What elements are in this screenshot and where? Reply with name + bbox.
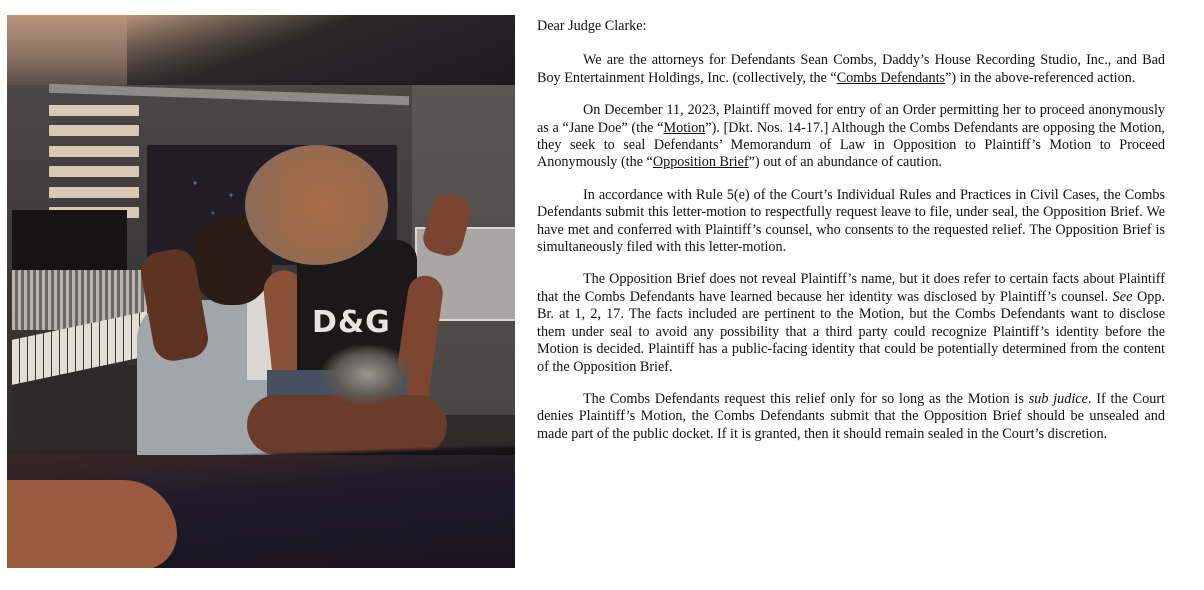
defined-term-motion: Motion [663, 119, 706, 136]
studio-photo [7, 15, 515, 568]
paragraph-5 [537, 391, 1165, 443]
paragraph-2-text: ”) out of an abundance of caution. [748, 154, 943, 171]
defined-term-combs-defendants: Combs Defendants [836, 69, 946, 86]
photo-speaker [12, 210, 127, 270]
paragraph-1-text: We are the attorneys for Defendants Sean Combs, Daddy’s House Recording Studio, Inc., and Bad Boy Entertainment Holdings, Inc. (collectively, the “ [537, 52, 1165, 86]
photo-shirt-text: D&G [312, 305, 391, 340]
paragraph-5-text: The Combs Defendants request this relief only for so long as the Motion is [583, 390, 1029, 407]
paragraph-3: In accordance with Rule 5(e) of the Court’s Individual Rules and Practices in Civil Cases, the Combs Defendants submit this letter-motion to respectfully request leave to file, under seal, the Opposition Brief. We have met and conferred with Plaintiff’s counsel, who consents to the requested relief. The Opposition Brief is simultaneously filed with this letter-motion. [537, 186, 1165, 256]
defined-term-opposition-brief: Opposition Brief [652, 154, 749, 171]
latin-term: sub judice [1028, 390, 1088, 407]
blurred-face [245, 145, 388, 265]
photo-ceiling-shadow [127, 15, 515, 85]
paragraph-1 [537, 52, 1165, 87]
photo-shirt-print [322, 345, 412, 405]
paragraph-2 [537, 102, 1165, 172]
photo-slat [49, 187, 139, 198]
paragraph-1-text: ”) in the above-referenced action. [945, 69, 1136, 86]
paragraph-2-text: On December 11, 2023, Plaintiff moved for entry of an Order permitting her to proceed anonymously as a “Jane Doe” (the “ [537, 102, 1165, 136]
photo-slat [49, 166, 139, 177]
photo-slat [49, 146, 139, 157]
photo-slat [49, 125, 139, 136]
citation-signal: See [1112, 288, 1133, 305]
salutation: Dear Judge Clarke: [537, 18, 647, 34]
paragraph-2-text: ”). [Dkt. Nos. 14-17.] Although the Combs Defendants are opposing the Motion, they seek to seal Defendants’ Memorandum of Law in Opposition to Plaintiff’s Motion to Proceed Anonymously (the “ [537, 119, 1165, 171]
paragraph-4 [537, 271, 1165, 375]
paragraph-4-text: Opp. Br. at 1, 2, 17. The facts included are pertinent to the Motion, but the Combs Defendants want to disclose them under seal to avoid any possibility that a third party could recognize Plaintiff’s identity before the Motion is decided. Plaintiff has a public-facing identity that could be potentially determined from the content of the Opposition Brief. [537, 288, 1165, 375]
paragraph-4-text: The Opposition Brief does not reveal Plaintiff’s name, but it does refer to certain facts about Plaintiff that the Combs Defendants have learned because her identity was disclosed by Plaintiff’s counsel. [537, 271, 1165, 305]
paragraph-5-text: . If the Court denies Plaintiff’s Motion, the Combs Defendants submit that the Opposition Brief should be unsealed and made part of the public docket. If it is granted, then it should remain sealed in the Court’s discretion. [537, 390, 1166, 442]
photo-slat [49, 105, 139, 116]
court-letter [537, 18, 1165, 458]
photo-holding-hand [7, 480, 177, 568]
